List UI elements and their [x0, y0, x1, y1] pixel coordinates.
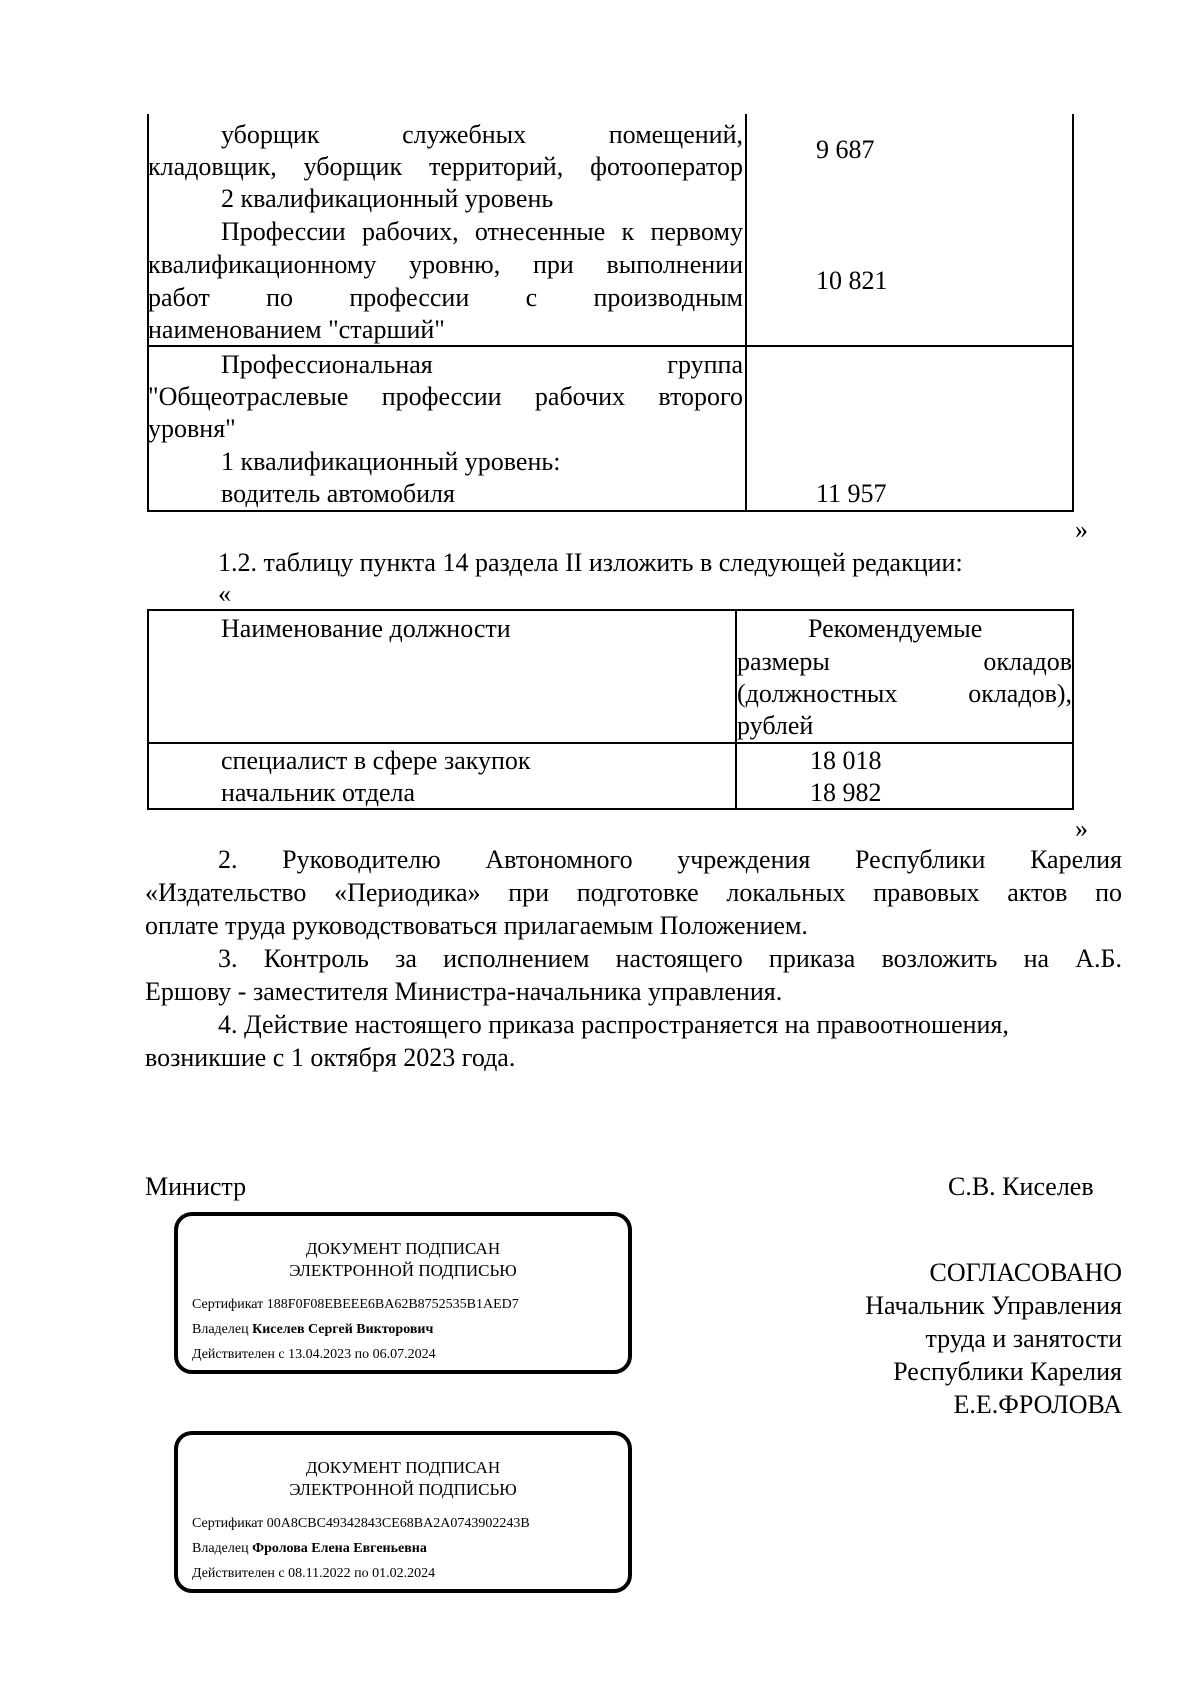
stamp-certificate: Сертификат 188F0F08EBEEE6BA62B8752535B1AED7	[192, 1297, 519, 1312]
group-line3: уровня"	[148, 414, 236, 443]
e-signature-stamp	[174, 1431, 632, 1593]
group-line1: Профессиональная группа	[221, 350, 743, 379]
signer-title: Министр	[145, 1172, 247, 1201]
row2-value: 10 821	[816, 266, 888, 295]
paragraph-2-line3: оплате труда руководствоваться прилагаемым Положением.	[145, 911, 808, 940]
table-row-label: начальник отдела	[221, 778, 416, 807]
paragraph-2-line1: 2. Руководителю Автономного учреждения Республики Карелия	[218, 845, 1122, 874]
approval-line: Е.Е.ФРОЛОВА	[953, 1390, 1122, 1419]
clause-1-2: 1.2. таблицу пункта 14 раздела II изложить в следующей редакции:	[218, 548, 963, 577]
level2-heading: 2 квалификационный уровень	[221, 184, 554, 213]
open-quote: «	[218, 579, 231, 608]
row1-line1: уборщик служебных помещений,	[221, 120, 743, 149]
table-row-value: 18 982	[810, 778, 882, 807]
stamp-certificate: Сертификат 00A8CBC49342843CE68BA2A0743902243B	[192, 1516, 530, 1531]
paragraph-4-line1: 4. Действие настоящего приказа распространяется на правоотношения,	[218, 1010, 1009, 1039]
paragraph-2-line2: «Издательство «Периодика» при подготовке локальных правовых актов по	[145, 878, 1122, 907]
stamp-validity: Действителен с 08.11.2022 по 01.02.2024	[192, 1566, 436, 1581]
close-quote-2: »	[1075, 814, 1088, 843]
header-position-name: Наименование должности	[221, 614, 511, 643]
level1-heading: 1 квалификационный уровень:	[221, 447, 561, 476]
stamp-header-line2: ЭЛЕКТРОННОЙ ПОДПИСЬЮ	[289, 1480, 517, 1499]
stamp-header-line1: ДОКУМЕНТ ПОДПИСАН	[305, 1239, 501, 1258]
row2-line2: квалификационному уровню, при выполнении	[148, 250, 743, 279]
e-signature-stamp	[174, 1212, 632, 1374]
approval-line: СОГЛАСОВАНО	[929, 1258, 1122, 1287]
approval-line: Начальник Управления	[865, 1291, 1122, 1320]
stamp-owner: Владелец Фролова Елена Евгеньевна	[192, 1541, 427, 1556]
group-line2: "Общеотраслевые профессии рабочих второго	[148, 382, 743, 411]
table-row-value: 18 018	[810, 746, 882, 775]
driver-label: водитель автомобиля	[221, 479, 455, 508]
row2-line1: Профессии рабочих, отнесенные к первому	[221, 217, 743, 246]
paragraph-3-line1: 3. Контроль за исполнением настоящего приказа возложить на А.Б.	[218, 944, 1122, 973]
header-salary-line2: размеры окладов	[737, 647, 1072, 676]
header-salary-line1: Рекомендуемые	[808, 614, 983, 643]
approval-line: труда и занятости	[925, 1324, 1122, 1353]
stamp-validity: Действителен с 13.04.2023 по 06.07.2024	[192, 1347, 436, 1362]
close-quote-1: »	[1075, 515, 1088, 544]
paragraph-4-line2: возникшие с 1 октября 2023 года.	[145, 1043, 516, 1072]
header-salary-line3: (должностных окладов),	[737, 679, 1072, 708]
approval-block	[865, 1256, 1122, 1421]
header-salary-line4: рублей	[737, 711, 814, 740]
row2-line3: работ по профессии с производным	[148, 283, 743, 312]
stamp-header-line2: ЭЛЕКТРОННОЙ ПОДПИСЬЮ	[289, 1261, 517, 1280]
approval-line: Республики Карелия	[893, 1357, 1122, 1386]
row2-line4: наименованием "старший"	[148, 315, 445, 344]
paragraph-3-line2: Ершову - заместителя Министра-начальника управления.	[145, 977, 783, 1006]
driver-value: 11 957	[816, 479, 887, 508]
row1-line2: кладовщик, уборщик территорий, фотооператор	[148, 152, 743, 181]
stamp-owner: Владелец Киселев Сергей Викторович	[192, 1322, 434, 1337]
row1-value: 9 687	[816, 135, 875, 164]
signer-name: С.В. Киселев	[948, 1172, 1094, 1201]
stamp-header-line1: ДОКУМЕНТ ПОДПИСАН	[305, 1458, 501, 1477]
table-row-label: специалист в сфере закупок	[221, 746, 531, 775]
